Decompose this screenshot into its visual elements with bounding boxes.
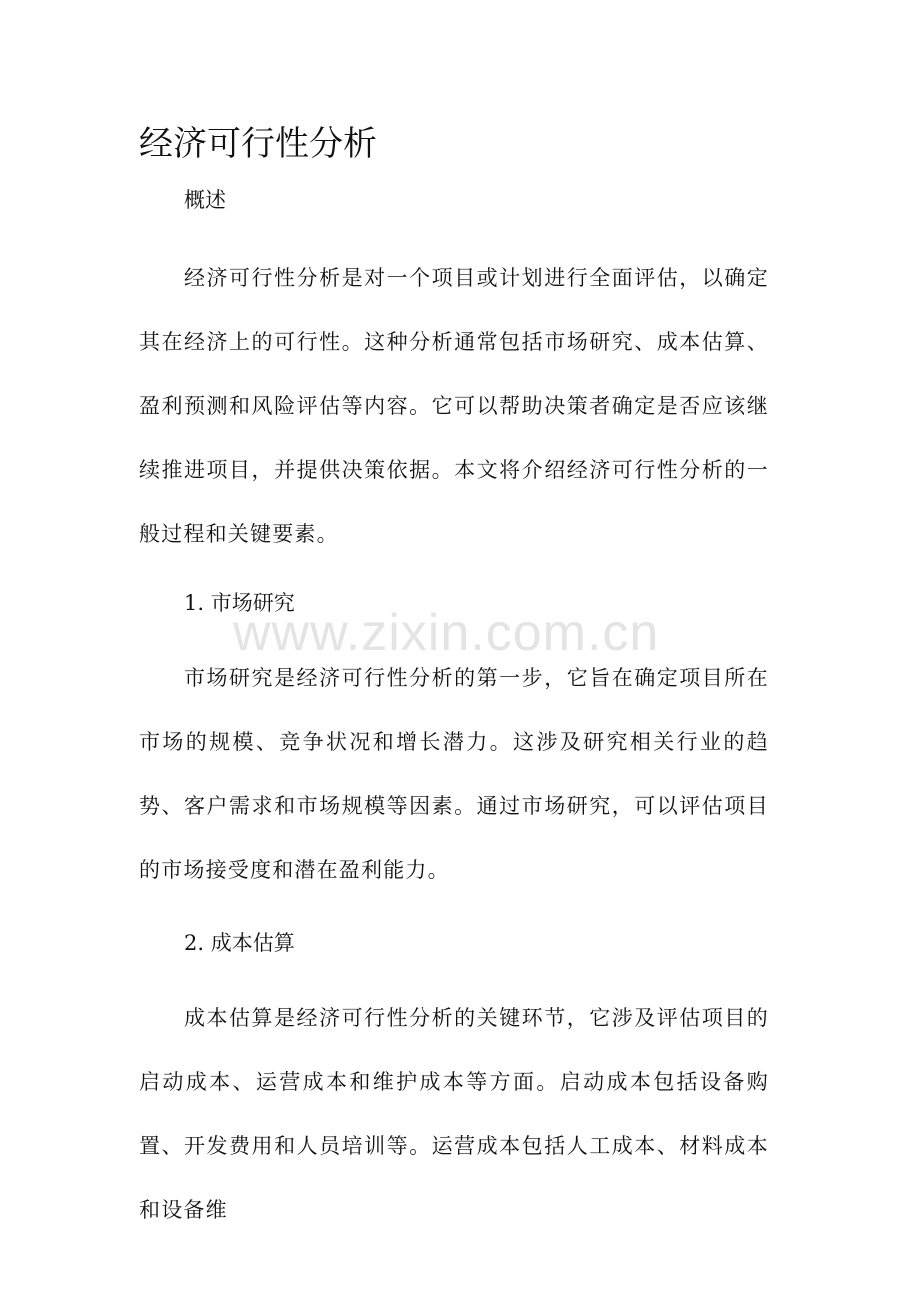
section-paragraph-overview: 经济可行性分析是对一个项目或计划进行全面评估，以确定其在经济上的可行性。这种分析通常包括市场研究、成本估算、盈利预测和风险评估等内容。它可以帮助决策者确定是否应该继续推进项目，并提供决策依据。本文将介绍经济可行性分析的一般过程和关键要素。: [139, 266, 769, 546]
section-heading-cost-estimation: 2. 成本估算: [184, 931, 295, 955]
section-heading-overview: 概述: [184, 188, 226, 212]
document-title: 经济可行性分析: [139, 124, 377, 164]
watermark: www.zixin.com.cn: [233, 604, 660, 662]
section-heading-market-research: 1. 市场研究: [184, 591, 295, 615]
section-paragraph-market-research: 市场研究是经济可行性分析的第一步，它旨在确定项目所在市场的规模、竞争状况和增长潜力。这涉及研究相关行业的趋势、客户需求和市场规模等因素。通过市场研究，可以评估项目的市场接受度和潜在盈利能力。: [139, 666, 769, 882]
section-paragraph-cost-estimation: 成本估算是经济可行性分析的关键环节，它涉及评估项目的启动成本、运营成本和维护成本等方面。启动成本包括设备购置、开发费用和人员培训等。运营成本包括人工成本、材料成本和设备维: [139, 1006, 769, 1222]
